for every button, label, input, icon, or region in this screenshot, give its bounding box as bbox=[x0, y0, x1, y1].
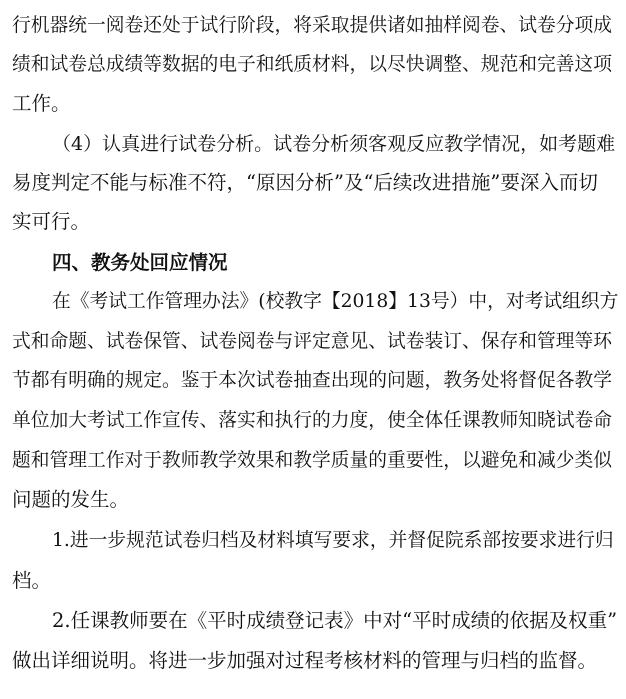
section-heading: 四、教务处回应情况 bbox=[52, 251, 228, 274]
paragraph-3-line-6: 问题的发生。 bbox=[12, 488, 130, 511]
paragraph-2-line-1: （4）认真进行试卷分析。试卷分析须客观反应教学情况，如考题难 bbox=[52, 133, 616, 155]
paragraph-1-line-1: 行机器统一阅卷还处于试行阶段，将采取提供诸如抽样阅卷、试卷分项成 bbox=[12, 15, 612, 36]
paragraph-3-line-2: 式和命题、试卷保管、试卷阅卷与评定意见、试卷装订、保存和管理等环 bbox=[12, 331, 612, 352]
paragraph-2-line-3: 实可行。 bbox=[12, 210, 91, 233]
paragraph-1-line-2: 绩和试卷总成绩等数据的电子和纸质材料，以尽快调整、规范和完善这项 bbox=[12, 54, 612, 75]
paragraph-3-line-4: 单位加大考试工作宣传、落实和执行的力度，使全体任课教师知晓试卷命 bbox=[12, 410, 612, 431]
item-2-line-2: 做出详细说明。将进一步加强对过程考核材料的管理与归档的监督。 bbox=[12, 649, 598, 672]
item-1-line-1: 1.进一步规范试卷归档及材料填写要求，并督促院系部按要求进行归 bbox=[52, 530, 614, 551]
paragraph-2-line-2: 易度判定不能与标准不符，“原因分析”及“后续改进措施”要深入而切 bbox=[12, 171, 598, 194]
paragraph-3-line-3: 节都有明确的规定。鉴于本次试卷抽查出现的问题，教务处将督促各教学 bbox=[12, 370, 612, 391]
paragraph-3-line-1: 在《考试工作管理办法》(校教字【2018】13号）中，对考试组织方 bbox=[52, 291, 619, 312]
paragraph-3-line-5: 题和管理工作对于教师教学效果和教学质量的重要性，以避免和减少类似 bbox=[12, 450, 612, 471]
item-1-line-2: 档。 bbox=[12, 569, 52, 592]
paragraph-1-line-3: 工作。 bbox=[12, 92, 71, 115]
item-2-line-1: 2.任课教师要在《平时成绩登记表》中对“平时成绩的依据及权重” bbox=[52, 609, 618, 632]
